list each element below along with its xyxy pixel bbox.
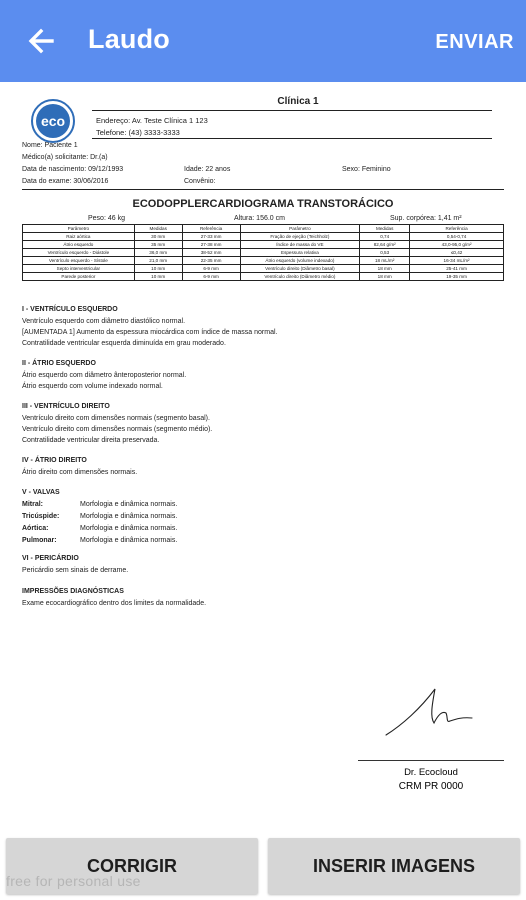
table-cell: 25-41 mm <box>410 265 504 273</box>
correct-button[interactable]: CORRIGIR <box>6 838 258 894</box>
section-title-valvas: V - VALVAS <box>22 489 60 496</box>
table-cell: 36,0 mm <box>134 249 182 257</box>
clinic-address: Endereço: Av. Teste Clínica 1 123 <box>96 116 208 125</box>
table-cell: 6-9 mm <box>182 265 240 273</box>
table-cell: Átrio esquerdo (volume indexado) <box>240 257 360 265</box>
table-row <box>23 257 504 265</box>
valve-label: Mitral: <box>22 501 43 508</box>
parameters-table <box>22 224 504 281</box>
table-header-row <box>23 225 504 233</box>
doctor-crm: CRM PR 0000 <box>398 781 464 792</box>
table-cell: 38-52 mm <box>182 249 240 257</box>
section-line: Ventrículo direito com dimensões normais (segmento médio). <box>22 426 213 433</box>
exam-date: Data do exame: 30/06/2016 <box>22 178 109 185</box>
section-line: Contratilidade ventricular esquerda diminuída em grau moderado. <box>22 340 226 347</box>
table-cell: Ventrículo direito (Diâmetro basal) <box>240 265 360 273</box>
table-cell: Parede posterior <box>23 273 135 281</box>
valve-label: Aórtica: <box>22 525 49 532</box>
watermark: free for personal use <box>6 873 141 889</box>
signature-image <box>380 683 475 743</box>
table-cell: Ventrículo esquerdo - Diástole <box>23 249 135 257</box>
table-cell: 0,74 <box>360 233 410 241</box>
weight: Peso: 46 kg <box>88 215 125 222</box>
table-row <box>23 241 504 249</box>
clinic-name: Clínica 1 <box>277 96 319 107</box>
valve-value: Morfologia e dinâmica normais. <box>80 501 178 508</box>
doctor-name: Dr. Ecocloud <box>404 767 458 778</box>
table-cell: 0,53 <box>360 249 410 257</box>
table-cell: ≤0,42 <box>410 249 504 257</box>
table-row <box>23 249 504 257</box>
table-cell: Ventrículo direito (Diâmetro médio) <box>240 273 360 281</box>
section-line: [AUMENTADA 1] Aumento da espessura miocárdica com índice de massa normal. <box>22 329 278 336</box>
section-line: Átrio direito com dimensões normais. <box>22 469 138 476</box>
table-cell: Raiz aórtica <box>23 233 135 241</box>
table-cell: 35 mm <box>134 241 182 249</box>
section-title-ve: I - VENTRÍCULO ESQUERDO <box>22 306 118 313</box>
valve-value: Morfologia e dinâmica normais. <box>80 525 178 532</box>
table-cell: 19-35 mm <box>410 273 504 281</box>
table-row <box>23 273 504 281</box>
requesting-doctor: Médico(a) solicitante: Dr.(a) <box>22 154 108 161</box>
table-cell: 27-38 mm <box>182 241 240 249</box>
table-header: Parâmetro <box>240 225 360 233</box>
section-title-pericardio: VI - PERICÁRDIO <box>22 555 79 562</box>
section-line: Pericárdio sem sinais de derrame. <box>22 567 129 574</box>
table-cell: 18 mm <box>360 265 410 273</box>
table-cell: 18 mm <box>360 273 410 281</box>
table-cell: 6-9 mm <box>182 273 240 281</box>
table-cell: 22-35 mm <box>182 257 240 265</box>
height: Altura: 156.0 cm <box>234 215 285 222</box>
svg-text:eco: eco <box>40 113 66 129</box>
table-row <box>23 233 504 241</box>
table-cell: Índice de massa do VE <box>240 241 360 249</box>
insert-images-button[interactable]: INSERIR IMAGENS <box>268 838 520 894</box>
valve-value: Morfologia e dinâmica normais. <box>80 537 178 544</box>
insurance: Convênio: <box>184 178 216 185</box>
table-cell: Espessura relativa <box>240 249 360 257</box>
patient-name: Nome: Paciente 1 <box>22 142 78 149</box>
table-cell: 0,54-0,74 <box>410 233 504 241</box>
send-button[interactable]: ENVIAR <box>435 31 514 53</box>
valve-label: Pulmonar: <box>22 537 57 544</box>
section-title-ae: II - ÁTRIO ESQUERDO <box>22 360 96 367</box>
section-line: Ventrículo esquerdo com diâmetro diastólico normal. <box>22 318 186 325</box>
section-title-vd: III - VENTRÍCULO DIREITO <box>22 403 110 410</box>
table-header: Medidas <box>134 225 182 233</box>
signature-line <box>358 760 504 761</box>
birth-date: Data de nascimento: 09/12/1993 <box>22 166 124 173</box>
table-cell: Átrio esquerdo <box>23 241 135 249</box>
sex: Sexo: Feminino <box>342 166 391 173</box>
section-title-impressoes: IMPRESSÕES DIAGNÓSTICAS <box>22 588 124 595</box>
valve-value: Morfologia e dinâmica normais. <box>80 513 178 520</box>
table-cell: 30 mm <box>134 233 182 241</box>
age: Idade: 22 anos <box>184 166 231 173</box>
section-line: Contratilidade ventricular direita preservada. <box>22 437 160 444</box>
table-header: Medidas <box>360 225 410 233</box>
section-line: Ventrículo direito com dimensões normais (segmento basal). <box>22 415 210 422</box>
section-line: Átrio esquerdo com volume indexado normal. <box>22 383 163 390</box>
table-cell: 18 mL/m² <box>360 257 410 265</box>
table-cell: 10 mm <box>134 265 182 273</box>
table-header: Referência <box>182 225 240 233</box>
table-cell: 82,64 g/m² <box>360 241 410 249</box>
page-title: Laudo <box>88 24 170 54</box>
table-cell: 16-34 mL/m² <box>410 257 504 265</box>
table-header: Referência <box>410 225 504 233</box>
table-cell: 27-33 mm <box>182 233 240 241</box>
back-arrow-icon[interactable] <box>26 26 56 56</box>
valve-label: Tricúspide: <box>22 513 60 520</box>
section-line: Exame ecocardiográfico dentro dos limites da normalidade. <box>22 600 207 607</box>
divider <box>92 110 492 111</box>
app-bar <box>0 0 526 82</box>
section-line: Átrio esquerdo com diâmetro ânteroposterior normal. <box>22 372 187 379</box>
divider <box>22 189 504 190</box>
table-cell: Ventrículo esquerdo - Sístole <box>23 257 135 265</box>
table-cell: Septo interventricular <box>23 265 135 273</box>
table-cell: Fração de ejeção (Teichholz) <box>240 233 360 241</box>
table-cell: 10 mm <box>134 273 182 281</box>
body-surface-area: Sup. corpórea: 1,41 m² <box>390 215 462 222</box>
table-header: Parâmetro <box>23 225 135 233</box>
section-title-ad: IV - ÁTRIO DIREITO <box>22 457 87 464</box>
divider <box>92 138 492 139</box>
clinic-phone: Telefone: (43) 3333-3333 <box>96 128 180 137</box>
table-cell: 43,0-95,0 g/m² <box>410 241 504 249</box>
table-row <box>23 265 504 273</box>
exam-title: ECODOPPLERCARDIOGRAMA TRANSTORÁCICO <box>132 198 394 210</box>
table-cell: 21,0 mm <box>134 257 182 265</box>
